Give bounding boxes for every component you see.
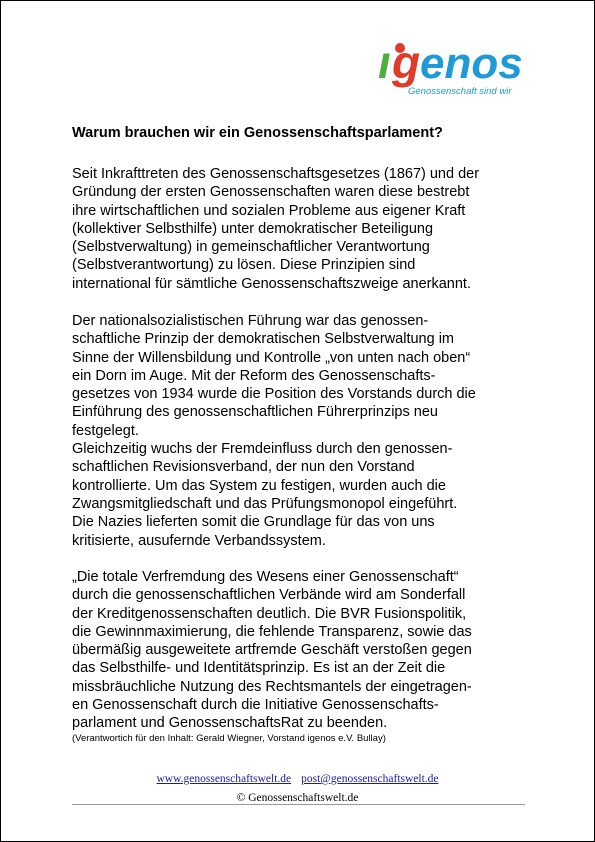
- paragraph-line: Gründung der ersten Genossenschaften waren diese bestrebt: [72, 184, 470, 201]
- copyright-text: © Genossenschaftswelt.de: [236, 792, 359, 804]
- paragraph-line: kontrollierte. Um das System zu festigen, wurden auch die: [72, 477, 446, 494]
- paragraph-line: gesetzes von 1934 wurde die Position des Vorstands durch die: [72, 386, 476, 403]
- paragraph-line: Zwangsmitgliedschaft und das Prüfungsmonopol eingeführt.: [72, 495, 458, 512]
- paragraph-line: (kollektiver Selbsthilfe) unter demokratischer Beteiligung: [72, 220, 434, 237]
- paragraph-line: schaftlichen Revisionsverband, der nun den Vorstand: [72, 459, 415, 476]
- paragraph-line: „Die totale Verfremdung des Wesens einer Genossenschaft“: [72, 569, 459, 585]
- paragraph-2: [72, 312, 532, 550]
- paragraph-1: [72, 165, 532, 293]
- responsible-note: (Verantwortich für den Inhalt: Gerald Wiegner, Vorstand igenos e.V. Bullay): [72, 733, 386, 744]
- paragraph-3: [72, 568, 532, 733]
- paragraph-line: Sinne der Willensbildung und Kontrolle „von unten nach oben“: [72, 349, 471, 366]
- footer-divider: [72, 804, 525, 805]
- logo-graphic: [378, 40, 528, 100]
- paragraph-line: Seit Inkrafttreten des Genossenschaftsgesetzes (1867) und der: [72, 166, 480, 182]
- paragraph-line: kritisierte, ausufernde Verbandssystem.: [72, 532, 326, 549]
- paragraph-line: (Selbstverantwortung) zu lösen. Diese Prinzipien sind: [72, 257, 416, 274]
- igenos-logo: [378, 40, 528, 100]
- footer-links: [0, 772, 595, 787]
- paragraph-line: durch die genossenschaftlichen Verbände wird am Sonderfall: [72, 587, 466, 604]
- paragraph-line: der Kreditgenossenschaften deutlich. Die BVR Fusionspolitik,: [72, 605, 467, 622]
- logo-letter-g: g: [392, 40, 421, 88]
- paragraph-line: festgelegt.: [72, 422, 139, 439]
- paragraph-line: ihre wirtschaftlichen und sozialen Probleme aus eigener Kraft: [72, 202, 466, 219]
- logo-letter-i: ı: [378, 40, 391, 88]
- paragraph-line: Die Nazies lieferten somit die Grundlage für das von uns: [72, 514, 435, 531]
- paragraph-line: (Selbstverwaltung) in gemeinschaftlicher Verantwortung: [72, 239, 430, 256]
- paragraph-line: ein Dorn im Auge. Mit der Reform des Genossenschafts-: [72, 367, 436, 384]
- website-link[interactable]: www.genossenschaftswelt.de: [156, 773, 292, 785]
- paragraph-line: übermäßig ausgeweitete artfremde Geschäft verstoßen gegen: [72, 642, 472, 659]
- paragraph-line: Gleichzeitig wuchs der Fremdeinfluss durch den genossen-: [72, 441, 453, 458]
- paragraph-line: international für sämtliche Genossenschaftszweige anerkannt.: [72, 275, 471, 292]
- paragraph-line: en Genossenschaft durch die Initiative Genossenschafts-: [72, 697, 439, 714]
- paragraph-line: missbräuchliche Nutzung des Rechtsmantels der eingetragen-: [72, 678, 472, 695]
- document-title: Warum brauchen wir ein Genossenschaftsparlament?: [72, 125, 443, 141]
- paragraph-line: Der nationalsozialistischen Führung war das genossen-: [72, 313, 429, 329]
- paragraph-line: Einführung des genossenschaftlichen Führerprinzips neu: [72, 404, 438, 421]
- paragraph-line: schaftliche Prinzip der demokratischen Selbstverwaltung im: [72, 331, 455, 348]
- logo-tagline: Genossenschaft sind wir: [408, 86, 512, 97]
- paragraph-line: die Gewinnmaximierung, die fehlende Transparenz, sowie das: [72, 623, 472, 640]
- paragraph-line: das Selbsthilfe- und Identitätsprinzip. Es ist an der Zeit die: [72, 660, 446, 677]
- paragraph-line: parlament und GenossenschaftsRat zu beenden.: [72, 715, 388, 732]
- logo-letters-enos: enos: [420, 40, 523, 88]
- email-link[interactable]: post@genossenschaftswelt.de: [301, 773, 439, 785]
